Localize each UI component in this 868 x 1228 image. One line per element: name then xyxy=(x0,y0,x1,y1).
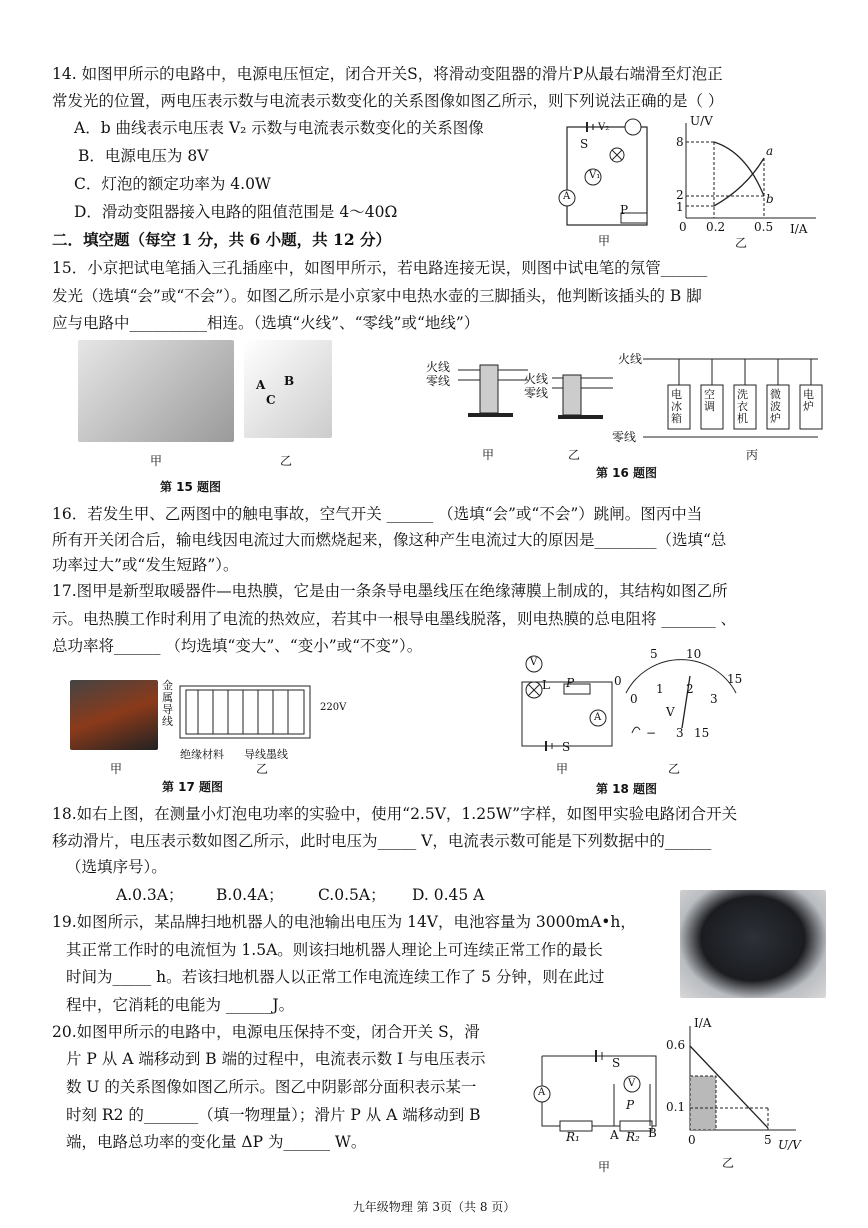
q15-plug-b: B xyxy=(284,374,295,388)
q15-caption: 第 15 题图 xyxy=(160,480,222,494)
q20-line4: 时刻 R2 的_______（填一物理量）；滑片 P 从 A 端移动到 B xyxy=(66,1106,481,1124)
q18-dial-top-10: 10 xyxy=(686,647,702,661)
q16-fire-label-b: 火线 xyxy=(524,372,549,386)
q14-option-c: C．灯泡的额定功率为 4.0W xyxy=(74,175,271,193)
q20-slider-a-label: A xyxy=(610,1128,619,1142)
q18-option-a: A.0.3A； xyxy=(116,886,184,904)
q14-option-d: D．滑动变阻器接入电路的阻值范围是 4～40Ω xyxy=(74,203,398,221)
q19-robot-photo xyxy=(680,890,826,998)
q16-fire-label-c: 火线 xyxy=(618,352,643,366)
q17-insulation-label: 绝缘材料 xyxy=(180,748,224,761)
q16-line2: 所有开关闭合后，输电线因电流过大而燃烧起来，像这种产生电流过大的原因是________（选填“总 xyxy=(52,531,727,549)
q19-line3: 时间为_____ h。若该扫地机器人以正常工作电流连续工作了 5 分钟，则在此过 xyxy=(66,968,605,986)
q18-caption: 第 18 题图 xyxy=(596,782,658,796)
q18-option-d: D. 0.45 A xyxy=(412,886,485,904)
q17-img-b-label: 乙 xyxy=(256,762,269,776)
q15-socket-photo xyxy=(78,340,234,442)
section-2-heading: 二．填空题（每空 1 分，共 6 小题，共 12 分） xyxy=(52,230,392,249)
q17-voltage-label: 220V xyxy=(320,702,347,713)
q14-curve-a-label: a xyxy=(766,144,774,158)
q14-graph-xtick-02: 0.2 xyxy=(706,220,726,234)
q20-graph-xtick-0: 0 xyxy=(688,1133,696,1147)
q17-caption: 第 17 题图 xyxy=(162,780,224,794)
q14-graph-xtick-05: 0.5 xyxy=(754,220,774,234)
q18-dial-top-0: 0 xyxy=(614,674,622,688)
q20-voltmeter-label: V xyxy=(628,1078,636,1089)
q17-img-a-label: 甲 xyxy=(110,762,123,776)
q17-film-diagram xyxy=(178,684,318,744)
q16-line1: 16．若发生甲、乙两图中的触电事故，空气开关 ______ （选填“会”或“不会”）跳闸。图丙中当 xyxy=(52,505,703,523)
q20-line1: 20.如图甲所示的电路中，电源电压保持不变，闭合开关 S，滑 xyxy=(52,1023,480,1041)
q16-fire-label-a: 火线 xyxy=(426,360,451,374)
q15-img-a-label: 甲 xyxy=(150,454,163,468)
q20-img-a-label: 甲 xyxy=(598,1160,611,1174)
q14-graph-ylabel: U/V xyxy=(690,114,713,128)
q20-graph-ytick-01: 0.1 xyxy=(666,1100,686,1114)
q19-line1: 19.如图所示，某品牌扫地机器人的电池输出电压为 14V，电池容量为 3000mA•h， xyxy=(52,913,636,931)
q16-label-c: 丙 xyxy=(746,448,759,462)
q20-switch-label: S xyxy=(612,1056,621,1070)
q18-slider-label: P xyxy=(566,676,575,690)
q17-line2: 示。电热膜工作时利用了电流的热效应，若其中一根导电墨线脱落，则电热膜的总电阻将 _______ 、 xyxy=(52,610,737,628)
q14-line1: 14. 如图甲所示的电路中，电源电压恒定，闭合开关S，将滑动变阻器的滑片P从最右端滑至灯泡正 xyxy=(52,65,723,83)
q18-dial-bottom-1: 1 xyxy=(656,682,664,696)
q14-slider-label: P xyxy=(620,203,629,217)
q14-graph-xtick-0: 0 xyxy=(679,220,687,234)
q17-line1: 17.图甲是新型取暖器件—电热膜，它是由一条条导电墨线压在绝缘薄膜上制成的，其结构如图乙所 xyxy=(52,582,728,600)
q18-term-15: 15 xyxy=(694,726,710,740)
q18-img-b-label: 乙 xyxy=(668,762,681,776)
q14-graph-ytick-2: 2 xyxy=(676,188,684,202)
q20-graph-xtick-5: 5 xyxy=(764,1133,772,1147)
q14-fig-a-label: 甲 xyxy=(598,234,611,248)
q18-line1: 18.如右上图，在测量小灯泡电功率的实验中，使用“2.5V，1.25W”字样，如图甲实验电路闭合开关 xyxy=(52,805,738,823)
q18-voltmeter-label: V xyxy=(530,657,538,668)
q18-ammeter-label: A xyxy=(594,712,602,723)
q20-line3: 数 U 的关系图像如图乙所示。图乙中阴影部分面积表示某一 xyxy=(66,1078,477,1096)
q16-zero-label-a: 零线 xyxy=(426,374,451,388)
q17-film-photo xyxy=(70,680,158,750)
q18-dial-top-5: 5 xyxy=(650,647,658,661)
q14-switch-label: S xyxy=(580,137,589,151)
q20-slider-b-label: B xyxy=(648,1126,657,1140)
q16-zero-label-c: 零线 xyxy=(612,430,637,444)
q14-line2: 常发光的位置，两电压表示数与电流表示数变化的关系图像如图乙所示，则下列说法正确的是（ ） xyxy=(52,92,724,110)
q20-line2: 片 P 从 A 端移动到 B 端的过程中，电流表示数 I 与电压表示 xyxy=(66,1050,486,1068)
q16-appliance-fridge: 电冰箱 xyxy=(671,388,682,425)
q14-graph-ytick-1: 1 xyxy=(676,200,684,214)
q18-line2: 移动滑片，电压表示数如图乙所示，此时电压为_____ V，电流表示数可能是下列数据中的______ xyxy=(52,832,712,850)
q16-appliance-ac: 空调 xyxy=(704,388,715,413)
q18-option-b: B.0.4A； xyxy=(216,886,284,904)
q20-ammeter-label: A xyxy=(538,1087,546,1098)
page-footer: 九年级物理 第 3页（共 8 页） xyxy=(352,1200,516,1214)
q20-graph-xlabel: U/V xyxy=(778,1138,801,1152)
q14-v2-label: V₂ xyxy=(598,122,610,133)
q20-i-u-graph xyxy=(684,1018,804,1138)
q18-img-a-label: 甲 xyxy=(556,762,569,776)
q14-u-i-graph xyxy=(676,118,826,236)
q17-ink-label: 导线墨线 xyxy=(244,748,288,761)
q19-line4: 程中，它消耗的电能为 ______J。 xyxy=(66,996,295,1014)
q20-slider-label: P xyxy=(626,1098,635,1112)
q16-appliance-microwave: 微波炉 xyxy=(770,388,781,425)
q14-fig-b-label: 乙 xyxy=(735,236,748,250)
q16-appliance-washer: 洗衣机 xyxy=(737,388,748,425)
q20-r2-label: R₂ xyxy=(626,1130,640,1144)
q18-switch-label: S xyxy=(562,740,571,754)
q18-dial-bottom-0: 0 xyxy=(630,692,638,706)
q15-plug-a: A xyxy=(256,378,266,392)
q14-graph-xlabel: I/A xyxy=(790,222,808,236)
q18-term-minus: − xyxy=(646,726,657,740)
q20-graph-ytick-06: 0.6 xyxy=(666,1038,686,1052)
q15-line3: 应与电路中__________相连。（选填“火线”、“零线”或“地线”） xyxy=(52,314,480,332)
q17-metal-label: 金属导线 xyxy=(162,679,173,728)
q15-plug-c: C xyxy=(266,393,276,407)
q15-line2: 发光（选填“会”或“不会”）。如图乙所示是小京家中电热水壶的三脚插头，他判断该插头的 B 脚 xyxy=(52,287,702,305)
q18-option-c: C.0.5A； xyxy=(318,886,386,904)
q16-zero-label-b: 零线 xyxy=(524,386,549,400)
q14-option-a: A．b 曲线表示电压表 V₂ 示数与电流表示数变化的关系图像 xyxy=(74,119,484,137)
q18-dial-v: V xyxy=(666,705,675,719)
q15-line1: 15．小京把试电笔插入三孔插座中，如图甲所示，若电路连接无误，则图中试电笔的氖管______ xyxy=(52,259,708,277)
q14-graph-ytick-8: 8 xyxy=(676,135,684,149)
q14-curve-b-label: b xyxy=(766,192,774,206)
q16-caption: 第 16 题图 xyxy=(596,466,658,480)
q14-ammeter-label: A xyxy=(563,191,571,202)
q18-dial-top-15: 15 xyxy=(727,672,743,686)
q18-dial-bottom-3: 3 xyxy=(710,692,718,706)
q16-line3: 功率过大”或“发生短路”）。 xyxy=(52,556,239,574)
q20-img-b-label: 乙 xyxy=(722,1156,735,1170)
q14-v1-label: V₁ xyxy=(589,170,601,181)
q18-dial-bottom-2: 2 xyxy=(686,682,694,696)
q14-circuit-diagram xyxy=(553,115,663,245)
q19-line2: 其正常工作时的电流恒为 1.5A。则该扫地机器人理论上可连续正常工作的最长 xyxy=(66,941,603,959)
q18-term-3: 3 xyxy=(676,726,684,740)
q16-appliance-stove: 电炉 xyxy=(803,388,814,413)
q16-label-a: 甲 xyxy=(482,448,495,462)
q20-line5: 端，电路总功率的变化量 ΔP 为______ W。 xyxy=(66,1133,367,1151)
q18-line3: （选填序号）。 xyxy=(66,858,167,876)
q14-option-b: B．电源电压为 8V xyxy=(78,147,209,165)
q16-label-b: 乙 xyxy=(568,448,581,462)
q20-r1-label: R₁ xyxy=(566,1130,580,1144)
q18-lamp-label: L xyxy=(542,678,550,692)
q20-graph-ylabel: I/A xyxy=(694,1016,712,1030)
q15-img-b-label: 乙 xyxy=(280,454,293,468)
q17-line3: 总功率将______ （均选填“变大”、“变小”或“不变”）。 xyxy=(52,637,423,655)
